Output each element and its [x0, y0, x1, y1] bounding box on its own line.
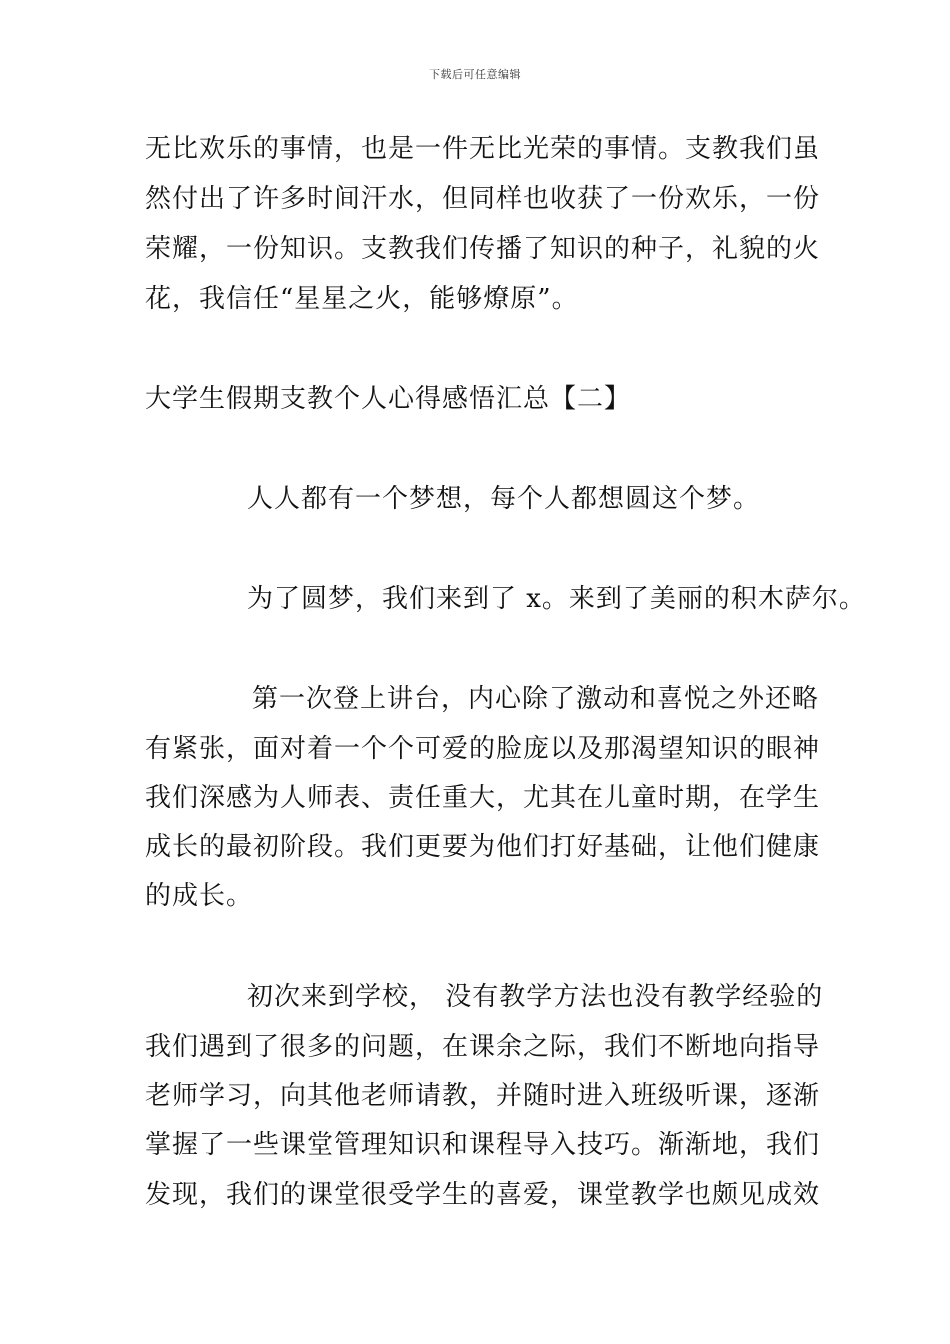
paragraph-3: 为了圆梦，我们来到了 x。来到了美丽的积木萨尔。 [247, 584, 866, 614]
text-line: 初次来到学校， 没有教学方法也没有教学经验的 [247, 982, 824, 1012]
paragraph-2: 人人都有一个梦想，每个人都想圆这个梦。 [247, 484, 761, 514]
text-line: 老师学习，向其他老师请教，并随时进入班级听课，逐渐 [145, 1081, 821, 1111]
text-line: 有紧张，面对着一个个可爱的脸庞以及那渴望知识的眼神 [145, 734, 821, 764]
text-line: 第一次登上讲台，内心除了激动和喜悦之外还略 [252, 684, 820, 714]
text-line: 掌握了一些课堂管理知识和课程导入技巧。渐渐地，我们 [145, 1130, 821, 1160]
header-note: 下载后可任意编辑 [429, 68, 521, 81]
text-line: 无比欢乐的事情，也是一件无比光荣的事情。支教我们虽 [145, 134, 821, 164]
text-line: 的成长。 [145, 881, 254, 911]
text-line: 成长的最初阶段。我们更要为他们打好基础，让他们健康 [145, 832, 821, 862]
text-line: 然付出了许多时间汗水，但同样也收获了一份欢乐，一份 [145, 184, 821, 214]
text-line: 花，我信任“星星之火，能够燎原”。 [145, 284, 579, 314]
text-line: 发现，我们的课堂很受学生的喜爱，课堂教学也颇见成效 [145, 1180, 821, 1210]
text-line: 荣耀，一份知识。支教我们传播了知识的种子，礼貌的火 [145, 234, 821, 264]
text-line: 我们遇到了很多的问题，在课余之际，我们不断地向指导 [145, 1032, 821, 1062]
section-heading: 大学生假期支教个人心得感悟汇总【二】 [145, 384, 632, 414]
text-line: 我们深感为人师表、责任重大，尤其在儿童时期，在学生 [145, 783, 821, 813]
